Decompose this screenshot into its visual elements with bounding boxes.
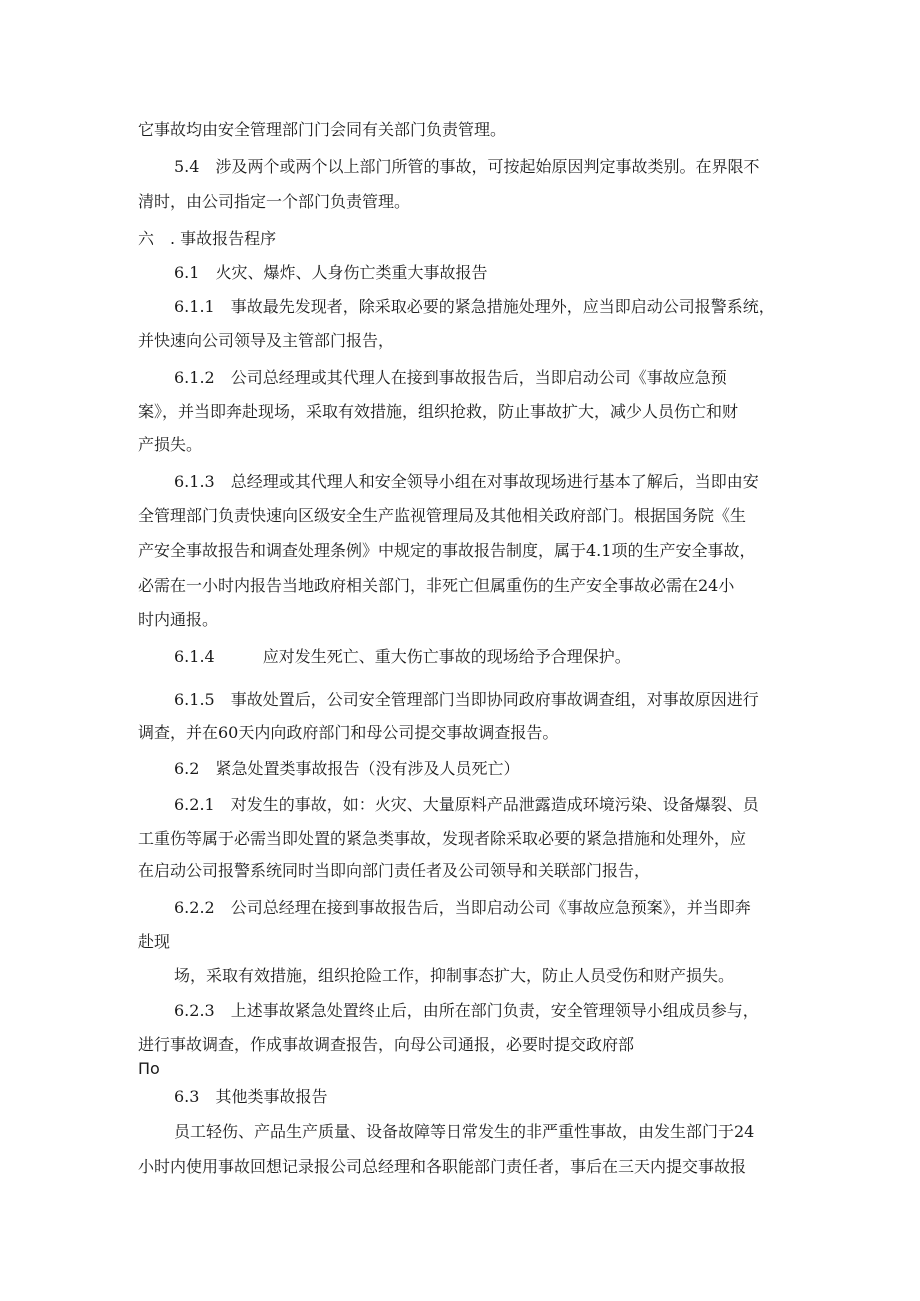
paragraph-line: 6.1.2 公司总经理或其代理人在接到事故报告后，当即启动公司《事故应急预 <box>174 368 727 387</box>
paragraph-line: 6.1.1 事故最先发现者，除采取必要的紧急措施处理外，应当即启动公司报警系统， <box>174 297 775 316</box>
paragraph-line: 产损失。 <box>138 435 203 454</box>
paragraph-line: 必需在一小时内报告当地政府相关部门，非死亡但属重伤的生产安全事故必需在24小 <box>138 576 735 595</box>
paragraph-line: 6.1.3 总经理或其代理人和安全领导小组在对事故现场进行基本了解后，当即由安 <box>174 472 759 491</box>
subsection-heading: 6.2 紧急处置类事故报告（没有涉及人员死亡） <box>174 759 520 778</box>
paragraph-line: 案》，并当即奔赴现场，采取有效措施，组织抢救，防止事故扩大，减少人员伤亡和财 <box>138 402 739 421</box>
stray-text: Пo <box>138 1059 160 1078</box>
paragraph-line: 员工轻伤、产品生产质量、设备故障等日常发生的非严重性事故，由发生部门于24 <box>174 1122 755 1141</box>
paragraph-line: 6.1.5 事故处置后，公司安全管理部门当即协同政府事故调查组，对事故原因进行 <box>174 690 759 709</box>
paragraph-line: 赴现 <box>138 932 171 951</box>
paragraph-line: 小时内使用事故回想记录报公司总经理和各职能部门责任者，事后在三天内提交事故报 <box>138 1157 747 1176</box>
paragraph-line: 全管理部门负责快速向区级安全生产监视管理局及其他相关政府部门。根据国务院《生 <box>138 506 747 525</box>
paragraph-line: 在启动公司报警系统同时当即向部门责任者及公司领导和关联部门报告， <box>138 861 651 880</box>
paragraph-line: 6.2.2 公司总经理在接到事故报告后，当即启动公司《事故应急预案》，并当即奔 <box>174 898 751 917</box>
paragraph-line: 它事故均由安全管理部门门会同有关部门负责管理。 <box>138 120 507 139</box>
paragraph-line: 6.1.4 应对发生死亡、重大伤亡事故的现场给予合理保护。 <box>174 647 631 666</box>
paragraph-line: 时内通报。 <box>138 610 219 629</box>
paragraph-line: 5.4 涉及两个或两个以上部门所管的事故，可按起始原因判定事故类别。在界限不 <box>174 157 760 176</box>
subsection-heading: 6.3 其他类事故报告 <box>174 1087 328 1106</box>
paragraph-line: 进行事故调查，作成事故调查报告，向母公司通报，必要时提交政府部 <box>138 1035 635 1054</box>
paragraph-line: 场，采取有效措施，组织抢险工作，抑制事态扩大，防止人员受伤和财产损失。 <box>174 966 735 985</box>
paragraph-line: 调查，并在60天内向政府部门和母公司提交事故调查报告。 <box>138 723 559 742</box>
paragraph-line: 产安全事故报告和调查处理条例》中规定的事故报告制度，属于4.1项的生产安全事故， <box>138 541 756 560</box>
paragraph-line: 工重伤等属于必需当即处置的紧急类事故，发现者除采取必要的紧急措施和处理外，应 <box>138 829 747 848</box>
subsection-heading: 6.1 火灾、爆炸、人身伤亡类重大事故报告 <box>174 263 488 282</box>
paragraph-line: 清时，由公司指定一个部门负责管理。 <box>138 192 411 211</box>
paragraph-line: 6.2.1 对发生的事故，如：火灾、大量原料产品泄露造成环境污染、设备爆裂、员 <box>174 795 759 814</box>
paragraph-line: 6.2.3 上述事故紧急处置终止后，由所在部门负责，安全管理领导小组成员参与， <box>174 1001 759 1020</box>
paragraph-line: 并快速向公司领导及主管部门报告， <box>138 331 395 350</box>
section-heading: 六 . 事故报告程序 <box>138 229 277 248</box>
